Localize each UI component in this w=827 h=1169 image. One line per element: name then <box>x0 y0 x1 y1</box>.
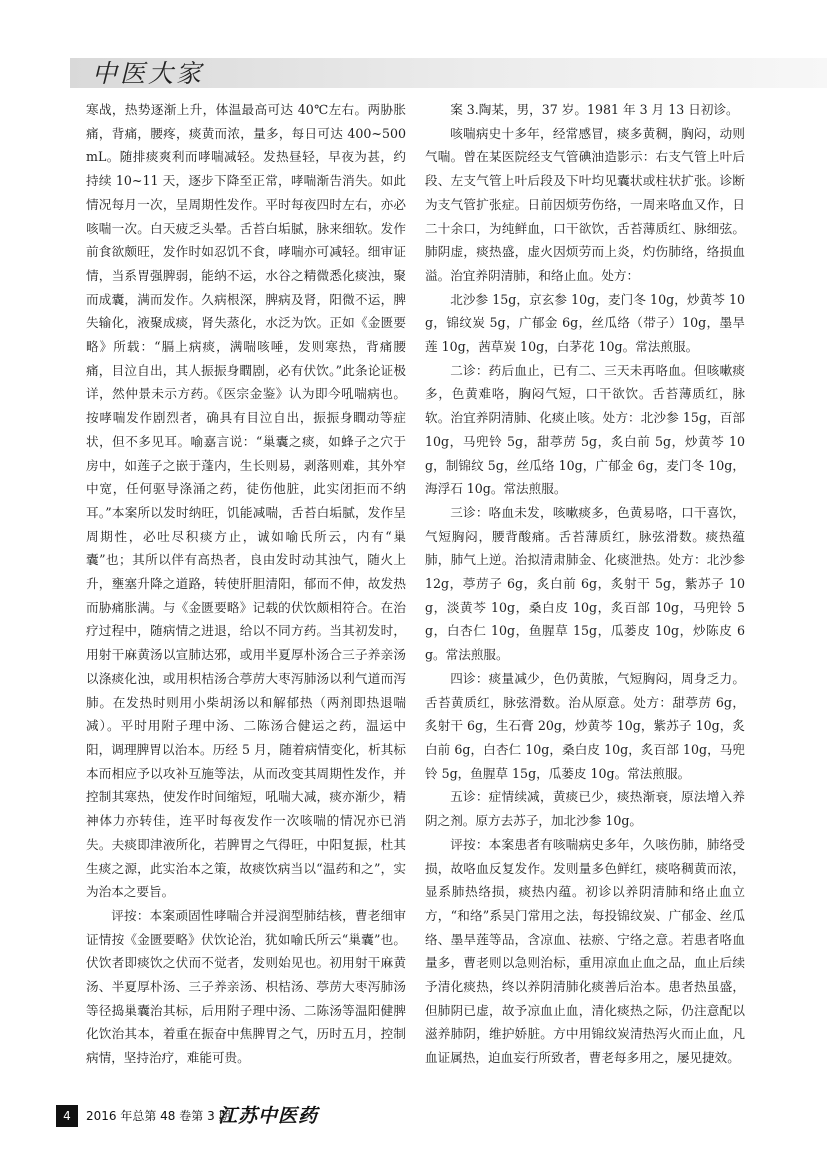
left-column <box>86 98 406 1088</box>
paragraph: 四诊：痰量减少，色仍黄脓，气短胸闷，周身乏力。舌苔黄质红，脉弦滑数。治从原意。处方：甜葶苈 6g，炙射干 6g，生石膏 20g，炒黄芩 10g，紫苏子 10g，炙白前 6g，白杏仁 10g，桑白皮 10g，炙百部 10g，马兜铃 5g，鱼腥草 15g，瓜蒌皮 10g。常法煎服。 <box>425 670 745 781</box>
paragraph: 五诊：症情续减，黄痰已少，痰热渐衰，原法增入养阴之剂。原方去苏子，加北沙参 10g。 <box>425 789 745 829</box>
paragraph: 二诊：药后血止，已有二、三天未再咯血。但咳嗽痰多，色黄难咯，胸闷气短，口干欲饮。舌苔薄质红，脉软。治宜养阴清肺、化痰止咳。处方：北沙参 15g，百部 10g，马兜铃 5g，甜葶苈 5g，炙白前 5g，炒黄芩 10g，制锦纹 5g，丝瓜络 10g，广郁金 6g，麦门冬 10g，海浮石 10g。常法煎服。 <box>425 362 745 497</box>
section-title: 中医大家 <box>92 59 205 88</box>
paragraph: 北沙参 15g，京玄参 10g，麦门冬 10g，炒黄芩 10g，锦纹炭 5g，广郁金 6g，丝瓜络（带子）10g，墨旱莲 10g，茜草炭 10g，白茅花 10g。常法煎服。 <box>425 291 745 355</box>
paragraph: 评按：本案顽固性哮喘合并浸润型肺结核，曹老细审证情按《金匮要略》伏饮论治，犹如喻氏所云“巢囊”也。伏饮者即痰饮之伏而不觉者，发则始见也。初用射干麻黄汤、半夏厚朴汤、三子养亲汤、枳桔汤、葶苈大枣泻肺汤等径捣巢囊治其标，后用附子理中汤、二陈汤等温阳健脾化饮治其本，着重在振奋中焦脾胃之气，历时五月，控制病情，坚持治疗，难能可贵。 <box>86 907 406 1066</box>
paragraph: 寒战，热势逐渐上升，体温最高可达 40℃左右。两胁胀痛，背痛，腰疼，痰黄而浓，量多，每日可达 400~500mL。随排痰爽利而哮喘减轻。发热昼轻，早夜为甚，约持续 10~11 天，逐步下降至正常，哮喘渐告消失。如此情况每月一次，呈周期性发作。平时每夜四时左右，亦必咳喘一次。白天疲乏头晕。舌苔白垢腻，脉来细软。发作前食欲颇旺，发作时如忍饥不食，哮喘亦可减轻。细审证情，当系胃强脾弱，能纳不运，水谷之精微悉化痰浊，聚而成囊，满而发作。久病根深，脾病及肾，阳微不运，脾失输化，液聚成痰，肾失蒸化，水泛为饮。正如《金匮要略》所载：“膈上病痰，满喘咳唾，发则寒热，背痛腰痛，目泣自出，其人振振身瞤剧，必有伏饮。”此条论证极详，然仲景未示方药。《医宗金鉴》认为即今吼喘病也。按哮喘发作剧烈者，确具有目泣自出，振振身瞤动等症状，但不多见耳。喻嘉言说：“巢囊之痰，如蜂子之穴于房中，如莲子之嵌于蓬内，生长则易，剥落则难，其外窄中宽，任何驱导涤涌之药，徒伤他脏，此实闭拒而不纳耳。”本案所以发时纳旺，饥能减喘，舌苔白垢腻，发作呈周期性，必吐尽积痰方止，诚如喻氏所云，内有“巢囊”也；其所以伴有高热者，良由发时动其浊气，随火上升，壅塞升降之道路，转使肝胆清阳，郁而不伸，故发热而胁痛胀满。与《金匮要略》记载的伏饮颇相符合。在治疗过程中，随病情之进退，给以不同方药。当其初发时，用射干麻黄汤以宣肺达邪，或用半夏厚朴汤合三子养亲汤以涤痰化浊，或用枳桔汤合葶苈大枣泻肺汤以利气道而泻肺。在发热时则用小柴胡汤以和解郁热（两剂即热退喘减）。平时用附子理中汤、二陈汤合健运之药，温运中阳，调理脾胃以治本。历经 5 月，随着病情变化，析其标本而相应予以攻补互施等法，从而改变其周期性发作，并控制其寒热，使发作时间缩短，吼喘大减，痰亦渐少，精神体力亦转佳，连平时每夜发作一次咳喘的情况亦已消失。夫痰即津液所化，若脾胃之气得旺，中阳复振，杜其生痰之源，此实治本之策，故痰饮病当以“温药和之”，实为治本之要旨。 <box>86 102 406 900</box>
page-number: 4 <box>56 1105 78 1127</box>
right-column <box>425 98 745 1088</box>
paragraph: 案 3.陶某，男，37 岁。1981 年 3 月 13 日初诊。 <box>450 102 739 117</box>
issue-info: 2016 年总第 48 卷第 3 期 <box>86 1109 231 1123</box>
paragraph: 三诊：咯血未发，咳嗽痰多，色黄易咯，口干喜饮，气短胸闷，腰背酸痛。舌苔薄质红，脉弦滑数。痰热蕴肺，肺气上逆。治拟清肃肺金、化痰泄热。处方：北沙参 12g，葶苈子 6g，炙白前 6g，炙射干 5g，紫苏子 10g，淡黄芩 10g，桑白皮 10g，炙百部 10g，马兜铃 5g，白杏仁 10g，鱼腥草 15g，瓜蒌皮 10g，炒陈皮 6g。常法煎服。 <box>425 504 745 663</box>
journal-logo: 江苏中医药 <box>218 1105 319 1127</box>
paragraph: 评按：本案患者有咳喘病史多年，久咳伤肺，肺络受损，故咯血反复发作。发则量多色鲜红，痰咯稠黄而浓，显系肺热络损，痰热内蕴。初诊以养阴清肺和络止血立方，“和络”系吴门常用之法，每投锦纹炭、广郁金、丝瓜络、墨旱莲等品，含凉血、祛瘀、宁络之意。若患者咯血量多，曹老则以急则治标，重用凉血止血之品，血止后续予清化痰热，终以养阴清肺化痰善后治本。患者热虽盛，但肺阴已虚，故予凉血止血，清化痰热之际，仍注意配以滋养肺阴，维护娇脏。方中用锦纹炭清热泻火而止血，凡血证属热，迫血妄行所致者，曹老每多用之，屡见捷效。 <box>425 836 745 1066</box>
paragraph: 咳喘病史十多年，经常感冒，痰多黄稠，胸闷，动则气喘。曾在某医院经支气管碘油造影示：右支气管上叶后段、左支气管上叶后段及下叶均见囊状或柱状扩张。诊断为支气管扩张症。日前因烦劳伤络，一周来咯血又作，日二十余口，为纯鲜血，口干欲饮，舌苔薄质红、脉细弦。肺阴虚，痰热盛，虚火因烦劳而上炎，灼伤肺络，络损血溢。治宜养阴清肺，和络止血。处方： <box>425 125 745 283</box>
